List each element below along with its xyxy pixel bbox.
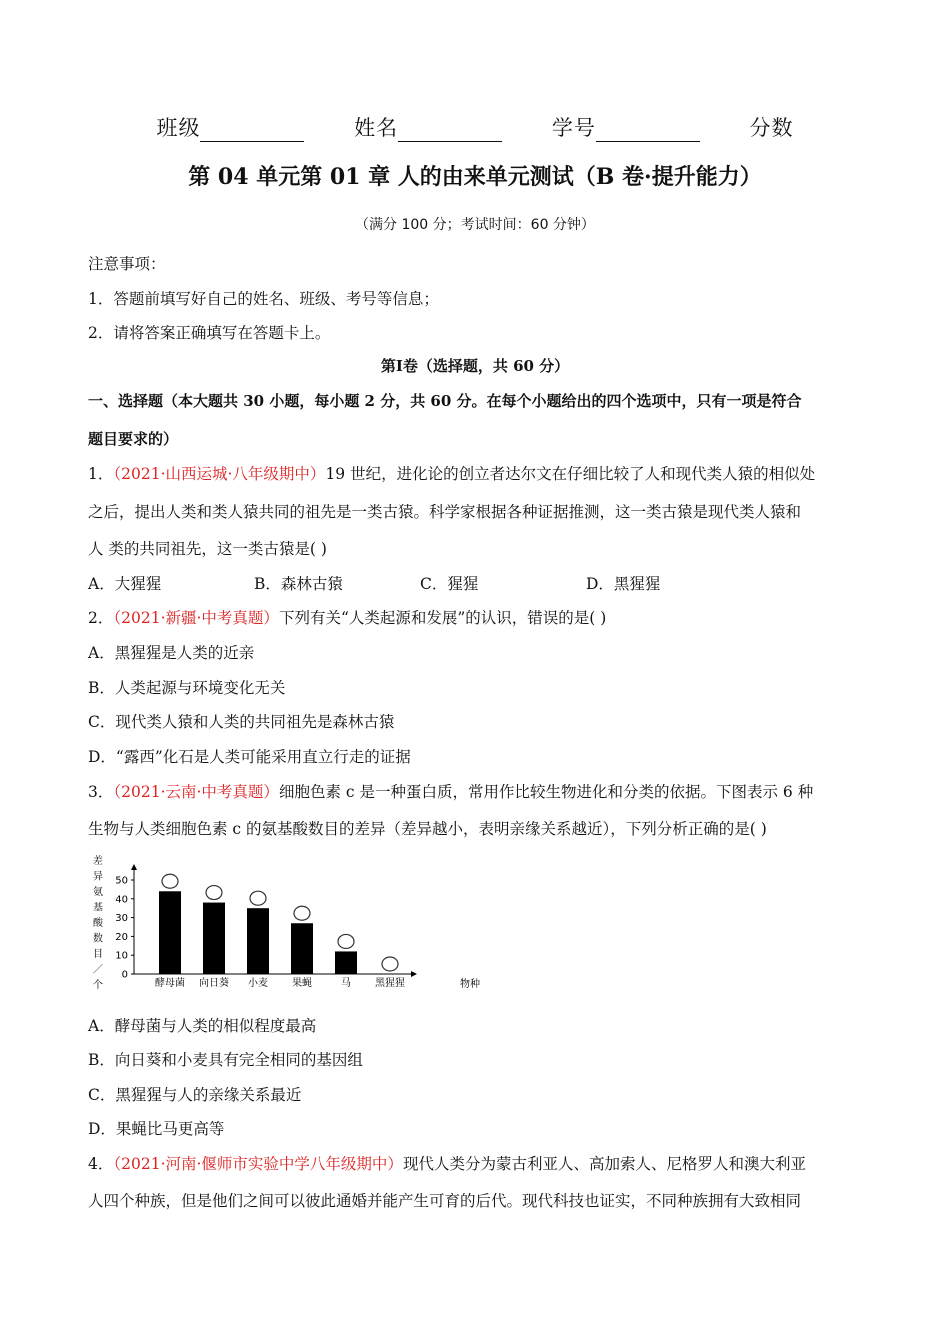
question-text: 下列有关“人类起源和发展”的认识，错误的是( ) xyxy=(278,609,607,627)
category-label: 小麦 xyxy=(248,978,268,989)
section-title: 第Ⅰ卷（选择题，共 60 分） xyxy=(380,357,570,375)
question-4 xyxy=(88,1152,868,1174)
bar xyxy=(203,903,225,974)
number-blank[interactable] xyxy=(596,119,700,142)
y-tick-label: 10 xyxy=(115,950,128,962)
question-1-options xyxy=(88,572,868,594)
species-icon xyxy=(382,957,398,971)
option-d[interactable]: D．黑猩猩 xyxy=(586,575,661,593)
option-b[interactable]: B．人类起源与环境变化无关 xyxy=(88,679,286,697)
x-axis-arrow xyxy=(411,971,417,977)
y-tick-label: 40 xyxy=(115,894,128,906)
category-label: 向日葵 xyxy=(199,978,229,989)
question-1-line2: 之后，提出人类和类人猿共同的祖先是一类古猿。科学家根据各种证据推测，这一类古猿是现代类人猿和 xyxy=(88,503,802,521)
option-c[interactable]: C．黑猩猩与人的亲缘关系最近 xyxy=(88,1086,302,1104)
student-info-line xyxy=(0,112,950,142)
species-icon xyxy=(206,886,222,900)
section-instruction-cont: 题目要求的） xyxy=(88,430,179,448)
question-number: 3． xyxy=(88,783,114,801)
species-icon xyxy=(250,891,266,905)
y-label-char: 异 xyxy=(93,871,103,883)
option-a[interactable]: A．酵母菌与人类的相似程度最高 xyxy=(88,1017,317,1035)
chart-svg xyxy=(88,852,488,992)
bar xyxy=(335,951,357,974)
y-axis-label xyxy=(93,854,104,991)
note-item: 2．请将答案正确填写在答题卡上。 xyxy=(88,324,331,342)
option-d[interactable]: D．果蝇比马更高等 xyxy=(88,1120,225,1138)
y-tick-label: 50 xyxy=(115,875,128,887)
question-source: （2021·河南·偃师市实验中学八年级期中） xyxy=(113,1155,403,1173)
page-title: 第 04 单元第 01 章 人的由来单元测试（B 卷·提升能力） xyxy=(188,164,762,190)
name-label: 姓名 xyxy=(354,116,399,140)
question-text: 19 世纪，进化论的创立者达尔文在仔细比较了人和现代类人猿的相似处 xyxy=(325,465,816,483)
y-label-char: 差 xyxy=(93,856,103,867)
y-label-char: 个 xyxy=(93,980,103,991)
question-source: （2021·山西运城·八年级期中） xyxy=(113,465,326,483)
bar xyxy=(159,891,181,974)
option-d[interactable]: D．“露西”化石是人类可能采用直立行走的证据 xyxy=(88,748,411,766)
category-label: 酵母菌 xyxy=(155,978,185,989)
class-blank[interactable] xyxy=(200,119,304,142)
score-label: 分数 xyxy=(749,116,794,140)
x-axis-label: 物种 xyxy=(460,979,480,990)
question-source: （2021·云南·中考真题） xyxy=(113,783,279,801)
y-label-char: 氨 xyxy=(93,887,103,898)
section-instruction: 一、选择题（本大题共 30 小题，每小题 2 分，共 60 分。在每个小题给出的四个选项中，只有一项是符合 xyxy=(88,392,802,410)
option-c[interactable]: C．猩猩 xyxy=(420,575,479,593)
option-b[interactable]: B．向日葵和小麦具有完全相同的基因组 xyxy=(88,1051,363,1069)
bar xyxy=(247,908,269,974)
species-icons xyxy=(162,874,398,971)
name-blank[interactable] xyxy=(398,119,502,142)
question-text: 现代人类分为蒙古利亚人、高加索人、尼格罗人和澳大利亚 xyxy=(402,1155,806,1173)
question-1 xyxy=(88,462,868,484)
question-4-line2: 人四个种族，但是他们之间可以彼此通婚并能产生可育的后代。现代科技也证实，不同种族拥有大致相同 xyxy=(88,1192,802,1210)
y-tick-label: 30 xyxy=(115,913,128,925)
question-3 xyxy=(88,780,868,802)
question-text: 细胞色素 c 是一种蛋白质，常用作比较生物进化和分类的依据。下图表示 6 种 xyxy=(278,783,814,801)
option-a[interactable]: A．黑猩猩是人类的近亲 xyxy=(88,644,255,662)
bar xyxy=(291,923,313,974)
species-icon xyxy=(338,934,354,948)
category-labels xyxy=(155,976,405,989)
y-tick-label: 0 xyxy=(121,969,128,981)
note-item: 1．答题前填写好自己的姓名、班级、考号等信息； xyxy=(88,290,439,308)
category-label: 果蝇 xyxy=(292,978,312,989)
notes-heading: 注意事项： xyxy=(88,255,166,273)
bars xyxy=(159,891,357,974)
question-source: （2021·新疆·中考真题） xyxy=(113,609,279,627)
question-2 xyxy=(88,606,868,628)
class-label: 班级 xyxy=(156,116,201,140)
y-label-char: 目 xyxy=(93,949,103,960)
species-icon xyxy=(162,874,178,888)
species-icon xyxy=(294,906,310,920)
y-ticks xyxy=(115,876,134,981)
option-b[interactable]: B．森林古猿 xyxy=(254,575,343,593)
option-a[interactable]: A．大猩猩 xyxy=(88,575,162,593)
category-label: 黑猩猩 xyxy=(375,978,405,989)
y-label-char: ／ xyxy=(93,964,103,976)
exam-meta: （满分 100 分；考试时间：60 分钟） xyxy=(355,217,595,233)
amino-acid-difference-chart xyxy=(88,852,488,992)
question-number: 2． xyxy=(88,609,114,627)
question-number: 4． xyxy=(88,1155,114,1173)
option-c[interactable]: C．现代类人猿和人类的共同祖先是森林古猿 xyxy=(88,713,395,731)
y-label-char: 数 xyxy=(93,933,103,945)
number-label: 学号 xyxy=(551,116,596,140)
y-axis-arrow xyxy=(131,864,137,870)
y-tick-label: 20 xyxy=(115,931,128,943)
question-1-line3: 人 类的共同祖先，这一类古猿是( ) xyxy=(88,540,327,558)
question-3-line2: 生物与人类细胞色素 c 的氨基酸数目的差异（差异越小，表明亲缘关系越近），下列分析正确的是( ) xyxy=(88,820,767,838)
category-label: 马 xyxy=(341,978,351,989)
question-number: 1． xyxy=(88,465,114,483)
y-label-char: 基 xyxy=(93,902,103,914)
y-label-char: 酸 xyxy=(93,918,103,929)
